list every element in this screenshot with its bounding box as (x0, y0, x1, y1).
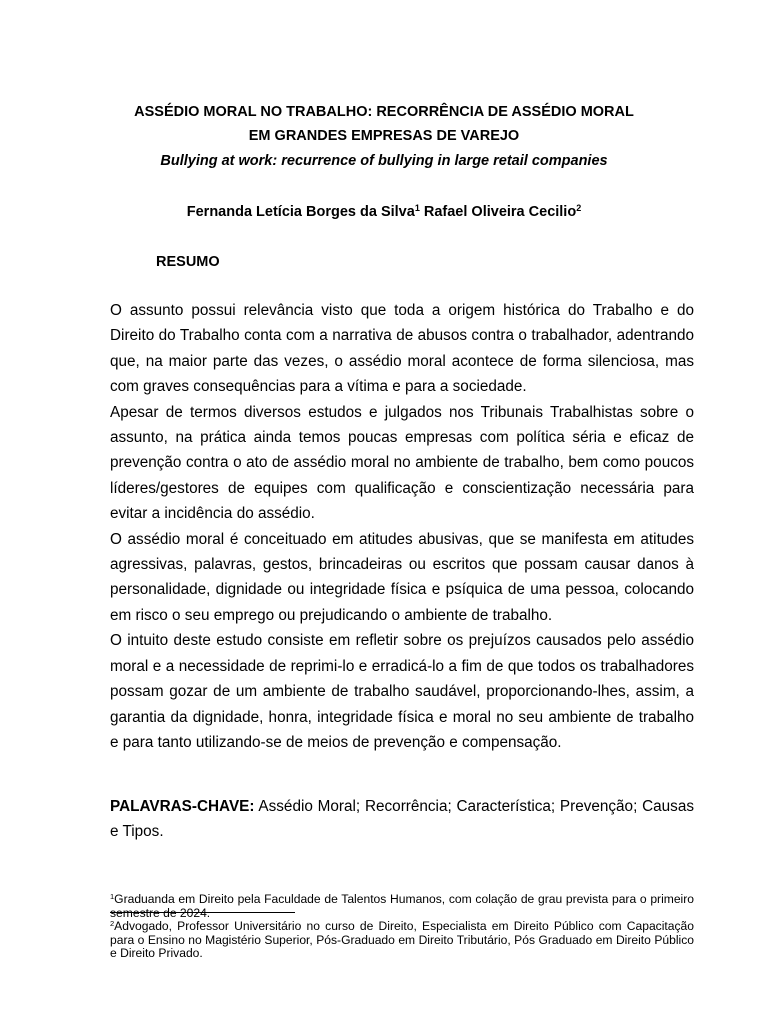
author-1-footnote-mark[interactable]: 1 (414, 203, 420, 213)
abstract-paragraph: O assédio moral é conceituado em atitudes abusivas, que se manifesta em atitudes agressivas, palavras, gestos, brincadeiras ou escritos que possam causar danos à personalidade, dignidade ou integridade física e psíquica de uma pessoa, colocando em risco o seu emprego ou prejudicando o ambiente de trabalho. (110, 530, 694, 624)
footnote-2 (110, 920, 694, 961)
title-line-1: ASSÉDIO MORAL NO TRABALHO: RECORRÊNCIA DE ASSÉDIO MORAL (134, 104, 634, 120)
abstract-paragraph: O assunto possui relevância visto que toda a origem histórica do Trabalho e do Direito do Trabalho conta com a narrativa de abusos contra o trabalhador, adentrando que, na maior parte das vezes, o assédio moral acontece de forma silenciosa, mas com graves consequências para a vítima e para a sociedade. (110, 302, 694, 396)
author-line (0, 203, 768, 221)
english-title: Bullying at work: recurrence of bullying in large retail companies (160, 153, 608, 169)
footnote-1-mark: 1 (110, 892, 115, 901)
author-2-footnote-mark[interactable]: 2 (576, 203, 582, 213)
abstract-heading: RESUMO (156, 254, 220, 270)
footnote-2-text: Advogado, Professor Universitário no curso de Direito, Especialista em Direito Público com Capacitação para o Ensino no Magistério Superior, Pós-Graduado em Direito Tributário, Pós Graduado em Direito Público e Direito Privado. (110, 919, 694, 961)
author-1-name: Fernanda Letícia Borges da Silva (186, 204, 415, 220)
footnote-2-mark: 2 (110, 919, 115, 929)
keywords-list: Assédio Moral; Recorrência; Característica; Prevenção; Causas e Tipos. (110, 798, 694, 841)
footnotes (110, 893, 694, 961)
abstract-paragraph: O intuito deste estudo consiste em refletir sobre os prejuízos causados pelo assédio moral e a necessidade de reprimi-lo e erradicá-lo a fim de que todos os trabalhadores possam gozar de um ambiente de trabalho saudável, proporcionando-lhes, assim, a garantia da dignidade, honra, integridade física e moral no seu ambiente de trabalho e para tanto utilizando-se de meios de prevenção e compensação. (110, 632, 694, 751)
keywords (110, 794, 694, 845)
author-2-name: Rafael Oliveira Cecilio (423, 204, 577, 220)
keywords-label: PALAVRAS-CHAVE: (110, 798, 255, 815)
footnote-1 (110, 893, 694, 920)
abstract-paragraph: Apesar de termos diversos estudos e julgados nos Tribunais Trabalhistas sobre o assunto, na prática ainda temos poucas empresas com política séria e eficaz de prevenção contra o ato de assédio moral no ambiente de trabalho, bem como poucos líderes/gestores de equipes com qualificação e conscientização necessária para evitar a incidência do assédio. (110, 403, 694, 523)
title-line-2: EM GRANDES EMPRESAS DE VAREJO (248, 128, 520, 144)
footnote-1-text: Graduanda em Direito pela Faculdade de Talentos Humanos, com colação de grau prevista para o primeiro semestre de 2024. (110, 892, 694, 920)
abstract-body (110, 298, 694, 755)
